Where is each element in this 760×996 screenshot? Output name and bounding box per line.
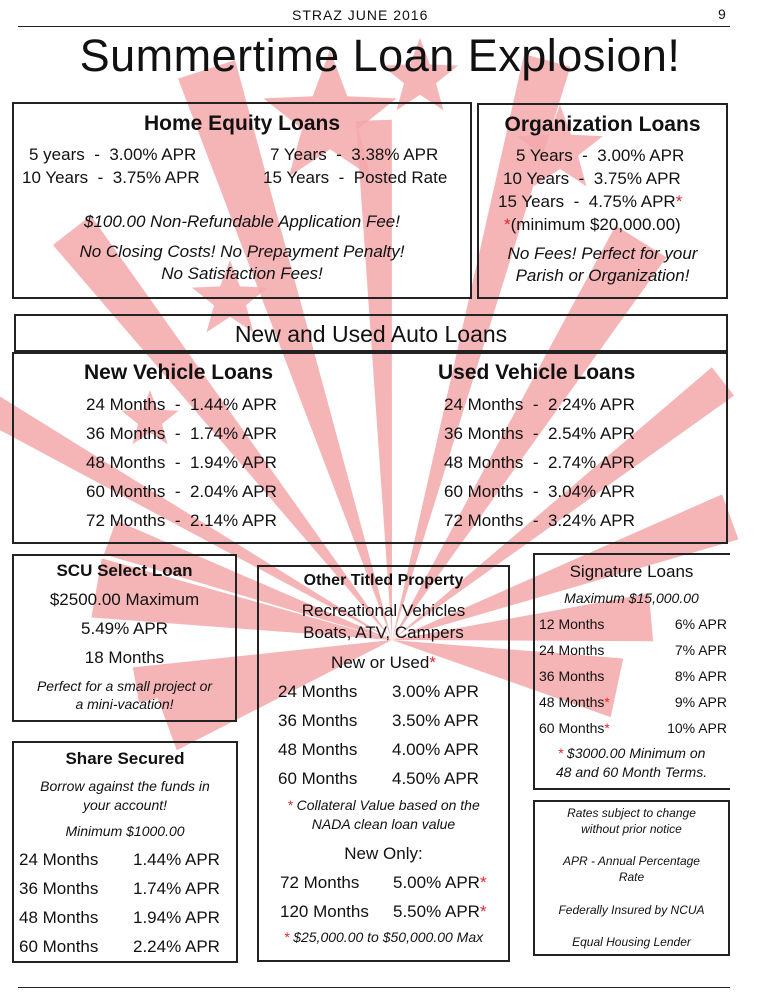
organization-minimum: *(minimum $20,000.00): [504, 215, 681, 234]
new-vehicle-rate-row: 60 Months - 2.04% APR: [86, 482, 277, 501]
footer-rule: [18, 987, 730, 988]
organization-rate-row: 10 Years - 3.75% APR: [503, 169, 681, 188]
scu-select-note: a mini-vacation!: [75, 696, 174, 712]
titled-property-sub: Recreational Vehicles: [301, 601, 466, 620]
share-secured-heading: Share Secured: [65, 749, 185, 768]
auto-loans-banner: [14, 314, 728, 352]
organization-note: No Fees! Perfect for your: [507, 244, 698, 263]
signature-rate-row: 60 Months* 10% APR: [539, 720, 727, 736]
share-secured-rate-row: 48 Months 1.94% APR: [19, 908, 220, 927]
scu-select-term: 18 Months: [84, 648, 165, 667]
home-equity-rate-row: 15 Years - Posted Rate: [263, 168, 448, 187]
signature-minimum-note: 48 and 60 Month Terms.: [555, 764, 708, 780]
home-equity-rate-row: 7 Years - 3.38% APR: [270, 145, 439, 164]
organization-heading: Organization Loans: [504, 113, 701, 136]
new-vehicle-rate-row: 24 Months - 1.44% APR: [86, 395, 277, 414]
scu-select-maximum: $2500.00 Maximum: [49, 590, 200, 609]
used-vehicle-rate-row: 36 Months - 2.54% APR: [444, 424, 635, 443]
disclosure-line: Rates subject to change: [567, 806, 696, 820]
signature-maximum: Maximum $15,000.00: [564, 590, 699, 606]
share-secured-rate-row: 24 Months 1.44% APR: [19, 850, 220, 869]
titled-property-heading: Other Titled Property: [303, 572, 464, 589]
new-vehicle-rate-row: 36 Months - 1.74% APR: [86, 424, 277, 443]
signature-rate-row: 36 Months 8% APR: [539, 668, 727, 684]
disclosure-line: Federally Insured by NCUA: [558, 903, 705, 917]
home-equity-note: No Closing Costs! No Prepayment Penalty!: [79, 242, 405, 261]
share-secured-minimum: Minimum $1000.00: [65, 823, 185, 839]
home-equity-note: No Satisfaction Fees!: [161, 264, 323, 283]
titled-property-rate-row: 48 Months 4.00% APR: [278, 740, 479, 759]
home-equity-heading: Home Equity Loans: [143, 112, 341, 135]
titled-property-new-or-used: New or Used*: [331, 653, 436, 672]
titled-property-rate-row: 24 Months 3.00% APR: [278, 682, 479, 701]
used-vehicle-rate-row: 60 Months - 3.04% APR: [444, 482, 635, 501]
publication-label: STRAZ JUNE 2016: [292, 7, 429, 23]
header-rule: [18, 26, 730, 27]
share-secured-rate-row: 60 Months 2.24% APR: [19, 937, 220, 956]
scu-select-heading: SCU Select Loan: [56, 561, 193, 580]
new-vehicle-rate-row: 72 Months - 2.14% APR: [86, 511, 277, 530]
share-secured-note: Borrow against the funds in: [40, 778, 210, 794]
titled-property-new-only: New Only:: [344, 844, 423, 863]
share-secured-note: your account!: [82, 797, 168, 813]
disclosure-line: without prior notice: [581, 822, 682, 836]
used-vehicle-heading: Used Vehicle Loans: [438, 361, 636, 384]
home-equity-fee: $100.00 Non-Refundable Application Fee!: [84, 212, 400, 231]
disclosure-line: Equal Housing Lender: [572, 935, 691, 949]
signature-heading: Signature Loans: [569, 562, 694, 581]
titled-property-new-rate-row: 120 Months 5.50% APR*: [280, 902, 487, 921]
titled-property-rate-row: 60 Months 4.50% APR: [278, 769, 479, 788]
used-vehicle-rate-row: 72 Months - 3.24% APR: [444, 511, 635, 530]
signature-rate-row: 12 Months 6% APR: [539, 616, 727, 632]
used-vehicle-rate-row: 48 Months - 2.74% APR: [444, 453, 635, 472]
signature-minimum-note: * $3000.00 Minimum on: [557, 745, 706, 761]
used-vehicle-rate-row: 24 Months - 2.24% APR: [444, 395, 635, 414]
home-equity-rate-row: 5 years - 3.00% APR: [29, 145, 197, 164]
titled-property-range: * $25,000.00 to $50,000.00 Max: [283, 929, 484, 945]
home-equity-rate-row: 10 Years - 3.75% APR: [22, 168, 200, 187]
page-title: Summertime Loan Explosion!: [79, 30, 681, 81]
scu-select-rate: 5.49% APR: [81, 619, 168, 638]
signature-rate-row: 24 Months 7% APR: [539, 642, 727, 658]
organization-rate-row: 5 Years - 3.00% APR: [516, 146, 685, 165]
auto-loans-banner-text: New and Used Auto Loans: [234, 321, 508, 347]
titled-property-sub: Boats, ATV, Campers: [303, 623, 464, 642]
new-vehicle-heading: New Vehicle Loans: [84, 361, 274, 384]
titled-property-collateral: * Collateral Value based on the: [287, 797, 480, 813]
disclosure-line: Rate: [618, 870, 645, 884]
titled-property-collateral: NADA clean loan value: [311, 816, 456, 832]
signature-rate-row: 48 Months* 9% APR: [539, 694, 727, 710]
titled-property-new-rate-row: 72 Months 5.00% APR*: [280, 873, 487, 892]
disclosure-line: APR - Annual Percentage: [563, 854, 700, 868]
organization-rate-row: 15 Years - 4.75% APR*: [498, 192, 683, 211]
organization-note: Parish or Organization!: [515, 266, 690, 285]
page-number: 9: [718, 6, 726, 22]
share-secured-rate-row: 36 Months 1.74% APR: [19, 879, 220, 898]
titled-property-rate-row: 36 Months 3.50% APR: [278, 711, 479, 730]
new-vehicle-rate-row: 48 Months - 1.94% APR: [86, 453, 277, 472]
scu-select-note: Perfect for a small project or: [36, 678, 213, 694]
